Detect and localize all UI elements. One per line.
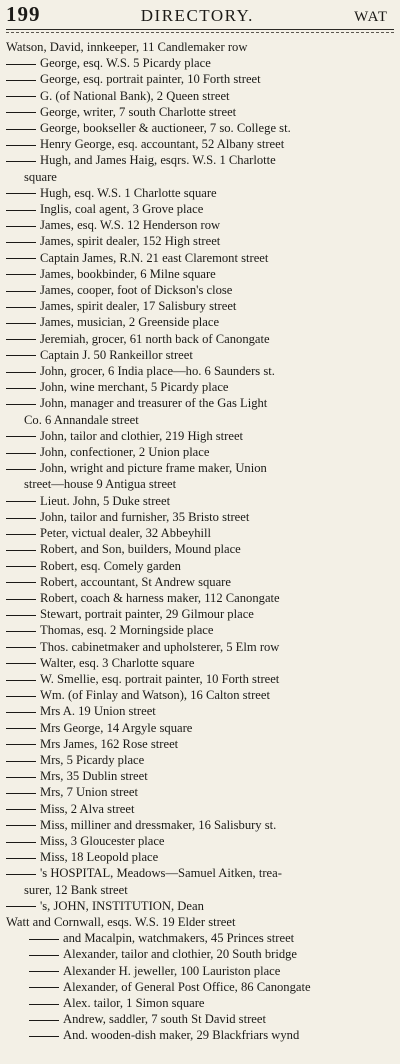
- directory-entry: [6, 71, 394, 87]
- ditto-dash: [6, 501, 36, 502]
- ditto-dash: [6, 129, 36, 130]
- ditto-dash: [6, 712, 36, 713]
- entry-text: James, esq. W.S. 12 Henderson row: [40, 218, 221, 233]
- entry-text: George, esq. portrait painter, 10 Forth street: [40, 72, 261, 87]
- entry-text: Peter, victual dealer, 32 Abbeyhill: [40, 526, 212, 541]
- directory-entry: [6, 590, 394, 606]
- entry-continuation: [6, 412, 394, 428]
- ditto-dash: [29, 971, 59, 972]
- ditto-dash: [6, 210, 36, 211]
- entry-text: Watt and Cornwall, esqs. W.S. 19 Elder street: [6, 914, 236, 929]
- page-number: 199: [6, 2, 41, 26]
- directory-entry: [6, 39, 394, 55]
- directory-entry: [6, 509, 394, 525]
- entry-text: Henry George, esq. accountant, 52 Albany street: [40, 137, 285, 152]
- directory-entry: [6, 752, 394, 768]
- entry-text: Thomas, esq. 2 Morningside place: [40, 623, 214, 638]
- directory-entry: [6, 703, 394, 719]
- entry-text: Robert, and Son, builders, Mound place: [40, 542, 241, 557]
- entry-text: Mrs George, 14 Argyle square: [40, 720, 193, 735]
- directory-entry: [6, 655, 394, 671]
- entry-text: street—house 9 Antigua street: [24, 477, 177, 492]
- entry-text: Jeremiah, grocer, 61 north back of Canongate: [40, 331, 270, 346]
- directory-entry: [6, 622, 394, 638]
- ditto-dash: [6, 809, 36, 810]
- entry-text: Stewart, portrait painter, 29 Gilmour place: [40, 607, 254, 622]
- entry-text: Mrs James, 162 Rose street: [40, 736, 179, 751]
- ditto-dash: [6, 842, 36, 843]
- entry-text: John, confectioner, 2 Union place: [40, 445, 210, 460]
- ditto-dash: [6, 291, 36, 292]
- directory-entry: [6, 347, 394, 363]
- directory-entry: [6, 136, 394, 152]
- directory-entry: [6, 120, 394, 136]
- alphabetical-range: WAT: [354, 9, 388, 25]
- ditto-dash: [6, 80, 36, 81]
- entry-text: Wm. (of Finlay and Watson), 16 Calton street: [40, 688, 270, 703]
- directory-entry: [6, 379, 394, 395]
- directory-entry: [6, 1027, 394, 1043]
- entry-text: 's HOSPITAL, Meadows—Samuel Aitken, trea-: [40, 866, 282, 881]
- directory-entry: [6, 525, 394, 541]
- directory-entry: [6, 639, 394, 655]
- directory-entry: [6, 541, 394, 557]
- entry-text: W. Smellie, esq. portrait painter, 10 Forth street: [40, 671, 280, 686]
- ditto-dash: [6, 242, 36, 243]
- directory-entry: [6, 558, 394, 574]
- ditto-dash: [6, 339, 36, 340]
- ditto-dash: [29, 955, 59, 956]
- directory-entry: [6, 687, 394, 703]
- directory-entry: [6, 460, 394, 476]
- directory-entry: [6, 865, 394, 881]
- ditto-dash: [6, 388, 36, 389]
- entry-text: Walter, esq. 3 Charlotte square: [40, 655, 195, 670]
- directory-entry: [6, 88, 394, 104]
- entry-text: square: [24, 169, 57, 184]
- ditto-dash: [6, 680, 36, 681]
- ditto-dash: [6, 825, 36, 826]
- ditto-dash: [6, 647, 36, 648]
- ditto-dash: [29, 987, 59, 988]
- ditto-dash: [6, 64, 36, 65]
- entry-text: Hugh, and James Haig, esqrs. W.S. 1 Charlotte: [40, 153, 276, 168]
- ditto-dash: [6, 858, 36, 859]
- directory-entry: [6, 849, 394, 865]
- directory-entry: [6, 979, 394, 995]
- entry-text: Captain J. 50 Rankeillor street: [40, 347, 193, 362]
- ditto-dash: [6, 436, 36, 437]
- ditto-dash: [6, 469, 36, 470]
- entry-text: Alexander, tailor and clothier, 20 South bridge: [63, 947, 298, 962]
- entry-text: G. (of National Bank), 2 Queen street: [40, 88, 230, 103]
- entry-text: John, grocer, 6 India place—ho. 6 Saunders st.: [40, 364, 275, 379]
- directory-entry: [6, 801, 394, 817]
- directory-entry: [6, 185, 394, 201]
- entry-text: Mrs A. 19 Union street: [40, 704, 156, 719]
- entry-text: Thos. cabinetmaker and upholsterer, 5 Elm row: [40, 639, 280, 654]
- entry-text: surer, 12 Bank street: [24, 882, 128, 897]
- directory-entry: [6, 898, 394, 914]
- directory-entry: [6, 493, 394, 509]
- entry-text: Robert, esq. Comely garden: [40, 558, 181, 573]
- ditto-dash: [29, 1036, 59, 1037]
- ditto-dash: [6, 307, 36, 308]
- directory-entries: [6, 39, 394, 1044]
- directory-entry: [6, 104, 394, 120]
- directory-entry: [6, 963, 394, 979]
- directory-entry: [6, 250, 394, 266]
- directory-entry: [6, 784, 394, 800]
- directory-entry: [6, 995, 394, 1011]
- directory-entry: [6, 217, 394, 233]
- entry-text: Miss, 18 Leopold place: [40, 850, 159, 865]
- entry-text: John, manager and treasurer of the Gas Light: [40, 396, 268, 411]
- entry-text: James, bookbinder, 6 Milne square: [40, 266, 216, 281]
- entry-text: John, wright and picture frame maker, Union: [40, 461, 267, 476]
- running-title: DIRECTORY.: [140, 6, 254, 25]
- entry-continuation: [6, 169, 394, 185]
- ditto-dash: [29, 1020, 59, 1021]
- ditto-dash: [6, 145, 36, 146]
- page-header: [6, 2, 394, 28]
- directory-entry: [6, 298, 394, 314]
- ditto-dash: [6, 906, 36, 907]
- ditto-dash: [6, 615, 36, 616]
- entry-continuation: [6, 476, 394, 492]
- directory-entry: [6, 817, 394, 833]
- entry-text: Watson, David, innkeeper, 11 Candlemaker row: [6, 40, 248, 54]
- directory-entry: [6, 428, 394, 444]
- entry-text: Mrs, 35 Dublin street: [40, 769, 148, 784]
- entry-text: Miss, milliner and dressmaker, 16 Salisbury st.: [40, 817, 277, 832]
- entry-text: Miss, 2 Alva street: [40, 801, 135, 816]
- header-rule: [6, 29, 394, 33]
- directory-entry: [6, 395, 394, 411]
- entry-text: Alex. tailor, 1 Simon square: [63, 995, 205, 1010]
- ditto-dash: [6, 534, 36, 535]
- ditto-dash: [6, 355, 36, 356]
- entry-continuation: [6, 882, 394, 898]
- directory-entry: [6, 282, 394, 298]
- entry-text: And. wooden-dish maker, 29 Blackfriars wynd: [63, 1028, 300, 1043]
- directory-entry: [6, 671, 394, 687]
- entry-text: Hugh, esq. W.S. 1 Charlotte square: [40, 185, 217, 200]
- ditto-dash: [6, 582, 36, 583]
- ditto-dash: [6, 599, 36, 600]
- entry-text: Mrs, 7 Union street: [40, 785, 138, 800]
- directory-entry: [6, 833, 394, 849]
- entry-text: 's, JOHN, INSTITUTION, Dean: [40, 898, 204, 913]
- entry-text: George, writer, 7 south Charlotte street: [40, 104, 237, 119]
- ditto-dash: [6, 274, 36, 275]
- ditto-dash: [6, 372, 36, 373]
- ditto-dash: [6, 323, 36, 324]
- entry-text: James, spirit dealer, 17 Salisbury street: [40, 299, 237, 314]
- ditto-dash: [29, 939, 59, 940]
- entry-text: Miss, 3 Gloucester place: [40, 833, 165, 848]
- directory-entry: [6, 1011, 394, 1027]
- directory-entry: [6, 152, 394, 168]
- directory-entry: [6, 331, 394, 347]
- entry-text: Robert, accountant, St Andrew square: [40, 574, 231, 589]
- entry-text: Mrs, 5 Picardy place: [40, 752, 145, 767]
- ditto-dash: [6, 777, 36, 778]
- entry-text: James, musician, 2 Greenside place: [40, 315, 220, 330]
- directory-entry: [6, 720, 394, 736]
- ditto-dash: [6, 744, 36, 745]
- ditto-dash: [6, 631, 36, 632]
- ditto-dash: [6, 696, 36, 697]
- directory-entry: [6, 606, 394, 622]
- ditto-dash: [6, 193, 36, 194]
- entry-text: Alexander, of General Post Office, 86 Canongate: [63, 979, 311, 994]
- directory-entry: [6, 55, 394, 71]
- directory-entry: [6, 930, 394, 946]
- entry-text: Alexander H. jeweller, 100 Lauriston place: [63, 963, 281, 978]
- ditto-dash: [6, 161, 36, 162]
- directory-entry: [6, 914, 394, 930]
- entry-text: James, cooper, foot of Dickson's close: [40, 283, 233, 298]
- entry-text: John, wine merchant, 5 Picardy place: [40, 380, 229, 395]
- ditto-dash: [6, 453, 36, 454]
- entry-text: George, esq. W.S. 5 Picardy place: [40, 56, 211, 71]
- entry-text: James, spirit dealer, 152 High street: [40, 234, 221, 249]
- ditto-dash: [6, 761, 36, 762]
- directory-entry: [6, 736, 394, 752]
- ditto-dash: [6, 728, 36, 729]
- directory-entry: [6, 444, 394, 460]
- entry-text: Inglis, coal agent, 3 Grove place: [40, 202, 204, 217]
- entry-text: George, bookseller & auctioneer, 7 so. College st.: [40, 121, 291, 136]
- ditto-dash: [6, 874, 36, 875]
- ditto-dash: [6, 793, 36, 794]
- ditto-dash: [6, 404, 36, 405]
- entry-text: Lieut. John, 5 Duke street: [40, 493, 171, 508]
- directory-entry: [6, 946, 394, 962]
- directory-entry: [6, 314, 394, 330]
- ditto-dash: [6, 226, 36, 227]
- ditto-dash: [6, 663, 36, 664]
- ditto-dash: [6, 112, 36, 113]
- entry-text: Andrew, saddler, 7 south St David street: [63, 1012, 266, 1027]
- directory-entry: [6, 266, 394, 282]
- entry-text: and Macalpin, watchmakers, 45 Princes street: [63, 931, 295, 946]
- entry-text: Co. 6 Annandale street: [24, 412, 139, 427]
- entry-text: John, tailor and furnisher, 35 Bristo street: [40, 509, 250, 524]
- ditto-dash: [29, 1004, 59, 1005]
- directory-entry: [6, 233, 394, 249]
- ditto-dash: [6, 550, 36, 551]
- directory-entry: [6, 768, 394, 784]
- entry-text: John, tailor and clothier, 219 High street: [40, 428, 244, 443]
- entry-text: Robert, coach & harness maker, 112 Canongate: [40, 590, 280, 605]
- ditto-dash: [6, 518, 36, 519]
- ditto-dash: [6, 96, 36, 97]
- directory-entry: [6, 574, 394, 590]
- directory-entry: [6, 363, 394, 379]
- directory-entry: [6, 201, 394, 217]
- ditto-dash: [6, 566, 36, 567]
- entry-text: Captain James, R.N. 21 east Claremont street: [40, 250, 269, 265]
- ditto-dash: [6, 258, 36, 259]
